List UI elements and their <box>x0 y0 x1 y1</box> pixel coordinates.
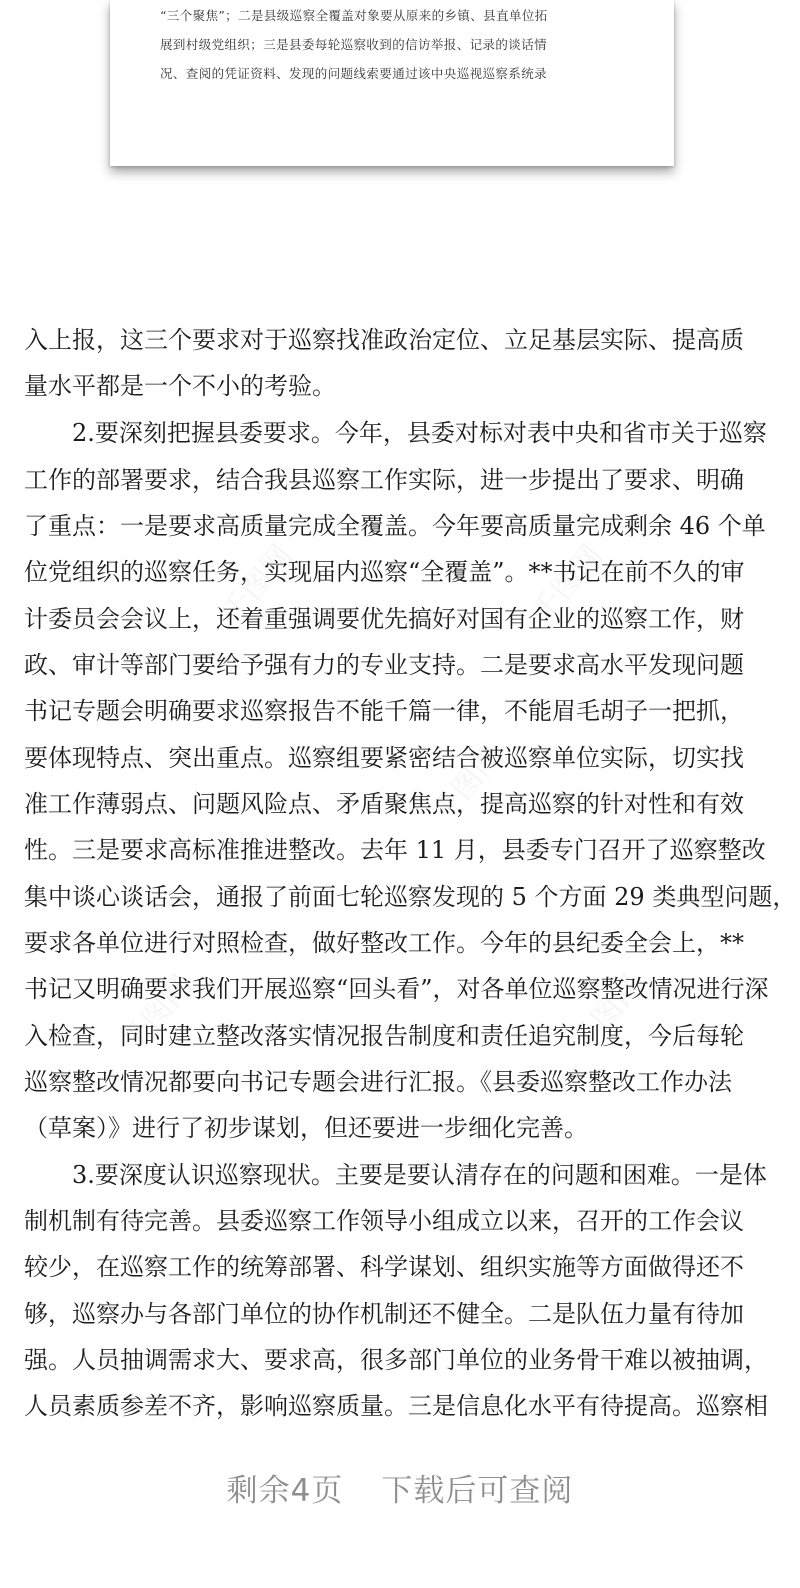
remaining-pages-label: 剩余4页 <box>226 1473 344 1509</box>
text-line: 人员素质参差不齐，影响巡察质量。三是信息化水平有待提高。巡察相 <box>24 1392 768 1420</box>
text-line: 较少，在巡察工作的统筹部署、科学谋划、组织实施等方面做得还不 <box>24 1253 744 1281</box>
text-line: 要求各单位进行对照检查，做好整改工作。今年的县纪委全会上，** <box>24 929 744 957</box>
text-line: 量水平都是一个不小的考验。 <box>24 372 336 400</box>
text-line: 2.要深刻把握县委要求。今年，县委对标对表中央和省市关于巡察 <box>72 419 767 447</box>
text-line: 3.要深度认识巡察现状。主要是要认清存在的问题和困难。一是体 <box>72 1161 767 1189</box>
text-line: 了重点：一是要求高质量完成全覆盖。今年要高质量完成剩余 46 个单 <box>24 512 766 540</box>
text-line: （草案）》进行了初步谋划，但还要进一步细化完善。 <box>24 1114 588 1142</box>
text-line: 准工作薄弱点、问题风险点、矛盾聚焦点，提高巡察的针对性和有效 <box>24 790 744 818</box>
text-line: 强。人员抽调需求大、要求高，很多部门单位的业务骨干难以被抽调， <box>24 1346 768 1374</box>
text-line: 入上报，这三个要求对于巡察找准政治定位、立足基层实际、提高质 <box>24 326 744 354</box>
text-line: 位党组织的巡察任务，实现届内巡察“全覆盖”。**书记在前不久的审 <box>24 558 745 586</box>
text-line: 政、审计等部门要给予强有力的专业支持。二是要求高水平发现问题 <box>24 651 744 679</box>
download-to-view-label: 下载后可查阅 <box>381 1473 574 1509</box>
text-line: 性。三是要求高标准推进整改。去年 11 月，县委专门召开了巡察整改 <box>24 836 766 864</box>
text-line: 要体现特点、突出重点。巡察组要紧密结合被巡察单位实际，切实找 <box>24 744 744 772</box>
text-line: 入检查，同时建立整改落实情况报告制度和责任追究制度，今后每轮 <box>24 1022 744 1050</box>
text-line: 巡察整改情况都要向书记专题会进行汇报。《县委巡察整改工作办法 <box>24 1068 732 1096</box>
text-line: 够，巡察办与各部门单位的协作机制还不健全。二是队伍力量有待加 <box>24 1300 744 1328</box>
text-line: 集中谈心谈话会，通报了前面七轮巡察发现的 5 个方面 29 类典型问题， <box>24 883 797 911</box>
preview-line: “三个聚焦”；二是县级巡察全覆盖对象要从原来的乡镇、县直单位拓 <box>160 8 548 23</box>
preview-line: 况、查阅的凭证资料、发现的问题线索要通过该中央巡视巡察系统录 <box>160 66 548 81</box>
text-line: 书记又明确要求我们开展巡察“回头看”，对各单位巡察整改情况进行深 <box>24 975 769 1003</box>
preview-line: 展到村级党组织；三是县委每轮巡察收到的信访举报、记录的谈话情 <box>160 37 548 52</box>
download-prompt[interactable] <box>0 1465 800 1510</box>
text-line: 工作的部署要求，结合我县巡察工作实际，进一步提出了要求、明确 <box>24 466 744 494</box>
text-line: 制机制有待完善。县委巡察工作领导小组成立以来，召开的工作会议 <box>24 1207 744 1235</box>
text-line: 书记专题会明确要求巡察报告不能千篇一律，不能眉毛胡子一把抓， <box>24 697 744 725</box>
text-line: 计委员会会议上，还着重强调要优先搞好对国有企业的巡察工作，财 <box>24 605 744 633</box>
page-preview-card <box>110 0 674 166</box>
